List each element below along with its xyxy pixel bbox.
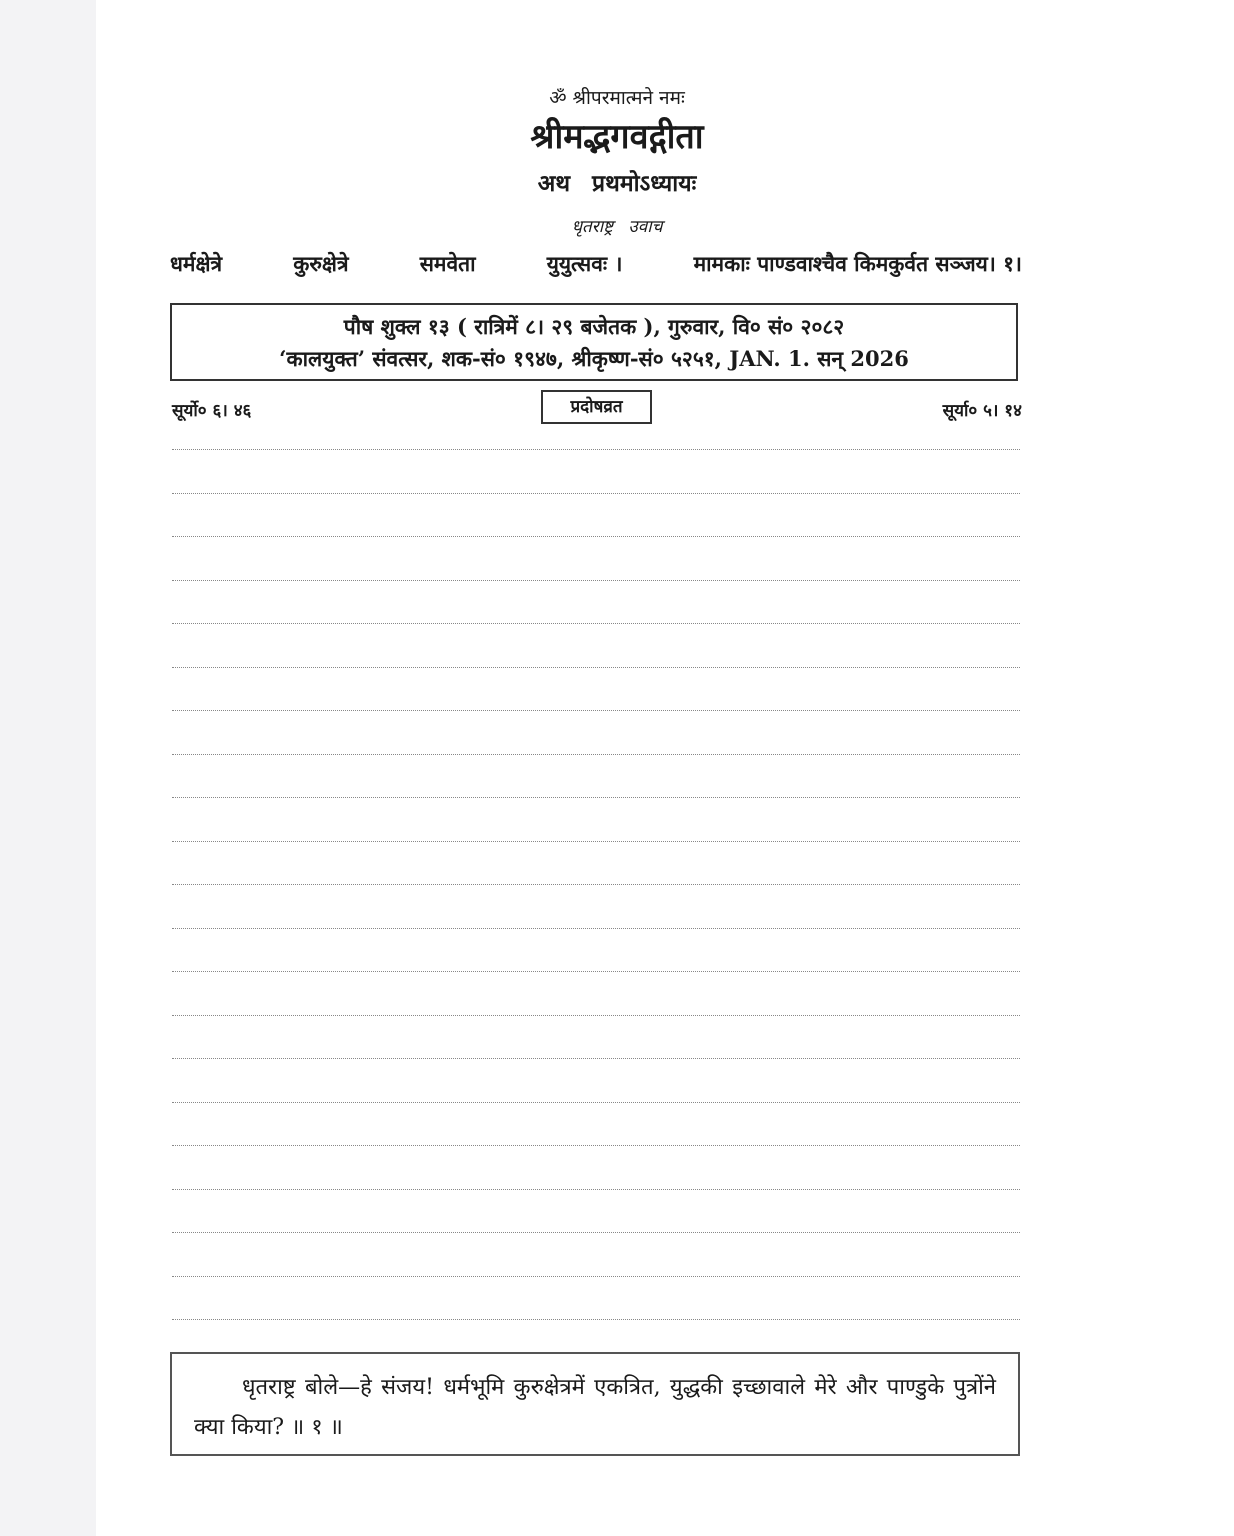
writing-line[interactable]	[172, 1145, 1020, 1146]
writing-line[interactable]	[172, 1189, 1020, 1190]
panchang-line-1: पौष शुक्ल १३ ( रात्रिमें ८। २९ बजेतक ), गुरुवार, वि० सं० २०८२	[343, 314, 845, 339]
sunset-time: सूर्या० ५। १४	[942, 401, 1022, 421]
verse-word: धर्मक्षेत्रे	[170, 251, 223, 276]
verse-word: समवेता	[419, 251, 476, 276]
writing-area[interactable]	[172, 0, 1020, 1536]
panchang-line-2: ‘कालयुक्त’ संवत्सर, शक-सं० १९४७, श्रीकृष्ण-सं० ५२५१, JAN. 1. सन् 2026	[279, 346, 909, 371]
translation-box: धृतराष्ट्र बोले—हे संजय! धर्मभूमि कुरुक्षेत्रमें एकत्रित, युद्धकी इच्छावाले मेरे और पाण्डुके पुत्रोंने क्या किया? ॥ १ ॥	[170, 1352, 1020, 1456]
writing-line[interactable]	[172, 754, 1020, 755]
writing-line[interactable]	[172, 971, 1020, 972]
writing-line[interactable]	[172, 797, 1020, 798]
vrat-label: प्रदोषव्रत	[541, 390, 652, 424]
writing-line[interactable]	[172, 1276, 1020, 1277]
writing-line[interactable]	[172, 1102, 1020, 1103]
writing-line[interactable]	[172, 1232, 1020, 1233]
writing-line[interactable]	[172, 1319, 1020, 1320]
writing-line[interactable]	[172, 841, 1020, 842]
writing-line[interactable]	[172, 580, 1020, 581]
sunrise-time: सूर्यो० ६। ४६	[172, 401, 252, 421]
verse-word: कुरुक्षेत्रे	[293, 251, 349, 276]
writing-line[interactable]	[172, 493, 1020, 494]
writing-line[interactable]	[172, 1015, 1020, 1016]
writing-line[interactable]	[172, 667, 1020, 668]
writing-line[interactable]	[172, 928, 1020, 929]
writing-line[interactable]	[172, 623, 1020, 624]
writing-line[interactable]	[172, 710, 1020, 711]
writing-line[interactable]	[172, 1058, 1020, 1059]
chapter-heading: अथ प्रथमोऽध्यायः	[537, 170, 697, 197]
verse-word: मामकाः पाण्डवाश्चैव किमकुर्वत सञ्जय। १।	[693, 251, 1022, 276]
writing-line[interactable]	[172, 884, 1020, 885]
writing-line[interactable]	[172, 449, 1020, 450]
speaker-label: धृतराष्ट्र उवाच	[571, 217, 663, 237]
writing-line[interactable]	[172, 536, 1020, 537]
page-title: श्रीमद्भगवद्गीता	[530, 117, 704, 157]
invocation-text: ॐ श्रीपरमात्मने नमः	[549, 87, 685, 109]
verse-word: युयुत्सवः ।	[546, 251, 623, 276]
